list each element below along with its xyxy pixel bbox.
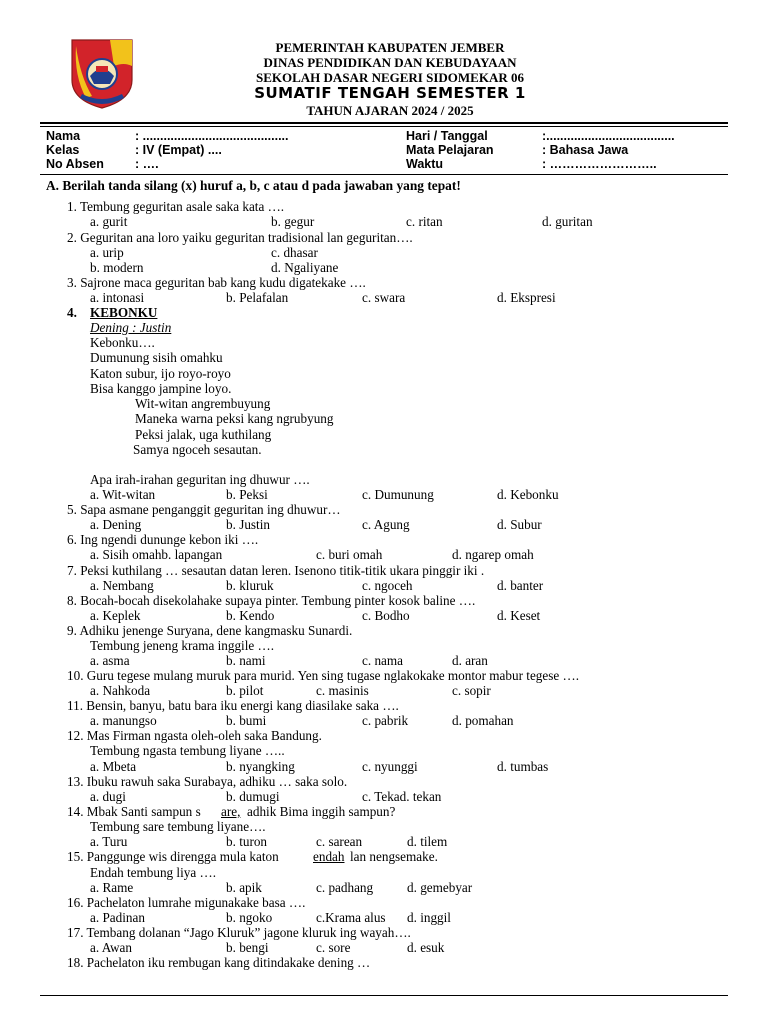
question-text: 4. xyxy=(67,305,77,320)
question-text: adhik Bima inggih sampun? xyxy=(247,804,396,819)
answer-option[interactable]: c. dhasar xyxy=(271,245,318,260)
answer-option[interactable]: c. Bodho xyxy=(362,608,410,623)
answer-option[interactable]: c. Agung xyxy=(362,517,410,532)
answer-option[interactable]: a. Keplek xyxy=(90,608,141,623)
question-text: 9. Adhiku jenenge Suryana, dene kangmasku Sunardi. xyxy=(67,623,353,638)
question-text: lan nengsemake. xyxy=(350,849,438,864)
question-text: Dening : Justin xyxy=(90,320,172,335)
answer-option[interactable]: d. ngarep omah xyxy=(452,547,534,562)
answer-option[interactable]: d. Ngaliyane xyxy=(271,260,339,275)
answer-option[interactable]: c. padhang xyxy=(316,880,374,895)
answer-option[interactable]: b. Peksi xyxy=(226,487,268,502)
question-text: 3. Sajrone maca geguritan bab kang kudu digatekake …. xyxy=(67,275,366,290)
answer-option[interactable]: c. sore xyxy=(316,940,351,955)
answer-option[interactable]: a. manungso xyxy=(90,713,157,728)
footer-rule xyxy=(40,995,728,996)
answer-option[interactable]: a. Wit-witan xyxy=(90,487,156,502)
answer-option[interactable]: c. Dumunung xyxy=(362,487,434,502)
answer-option[interactable]: d. pomahan xyxy=(452,713,514,728)
answer-option[interactable]: b. kluruk xyxy=(226,578,274,593)
header-rule-top xyxy=(40,122,728,124)
question-text: endah xyxy=(313,849,345,864)
header-government: PEMERINTAH KABUPATEN JEMBER xyxy=(275,40,505,55)
question-text: 1. Tembung geguritan asale saka kata …. xyxy=(67,199,285,214)
section-a-instruction: A. Berilah tanda silang (x) huruf a, b, c atau d pada jawaban yang tepat! xyxy=(46,178,461,193)
answer-option[interactable]: d. aran xyxy=(452,653,488,668)
nama-field[interactable]: : .......................................... xyxy=(135,129,289,143)
answer-option[interactable]: c. masinis xyxy=(316,683,369,698)
answer-option[interactable]: a. intonasi xyxy=(90,290,145,305)
question-text: Bisa kanggo jampine loyo. xyxy=(90,381,232,396)
question-text: 17. Tembang dolanan “Jago Kluruk” jagone kluruk ing wayah…. xyxy=(67,925,411,940)
question-text: Tembung ngasta tembung liyane ….. xyxy=(90,743,285,758)
question-text: Tembung jeneng krama inggile …. xyxy=(90,638,275,653)
answer-option[interactable]: a. Nahkoda xyxy=(90,683,151,698)
answer-option[interactable]: d. tumbas xyxy=(497,759,549,774)
answer-option[interactable]: b. modern xyxy=(90,260,144,275)
answer-option[interactable]: c.Krama alus xyxy=(316,910,386,925)
question-text: Dumunung sisih omahku xyxy=(90,350,223,365)
jember-emblem-icon xyxy=(66,36,138,110)
question-text: 18. Pachelaton iku rembugan kang ditindakake dening … xyxy=(67,955,371,970)
hari-field[interactable]: :..................................... xyxy=(542,129,675,143)
answer-option[interactable]: c. swara xyxy=(362,290,406,305)
answer-option[interactable]: a. urip xyxy=(90,245,124,260)
question-text: are, xyxy=(221,804,241,819)
answer-option[interactable]: c. ritan xyxy=(406,214,443,229)
answer-option[interactable]: c. ngoceh xyxy=(362,578,413,593)
answer-option[interactable]: b. bumi xyxy=(226,713,267,728)
header-rule-thin xyxy=(40,126,728,127)
question-text: Tembung sare tembung liyane…. xyxy=(90,819,266,834)
answer-option[interactable]: c. buri omah xyxy=(316,547,383,562)
answer-option[interactable]: a. dugi xyxy=(90,789,126,804)
answer-option[interactable]: b. Kendo xyxy=(226,608,275,623)
mapel-label: Mata Pelajaran xyxy=(406,143,494,157)
answer-option[interactable]: b. ngoko xyxy=(226,910,273,925)
question-text: Endah tembung liya …. xyxy=(90,865,216,880)
answer-option[interactable]: b. Justin xyxy=(226,517,270,532)
kelas-field[interactable]: : IV (Empat) .... xyxy=(135,143,222,157)
question-text: Peksi jalak, uga kuthilang xyxy=(135,427,272,442)
answer-option[interactable]: a. Padinan xyxy=(90,910,145,925)
header-school: SEKOLAH DASAR NEGERI SIDOMEKAR 06 xyxy=(256,70,524,85)
answer-option[interactable]: b. nami xyxy=(226,653,266,668)
answer-option[interactable]: a. Dening xyxy=(90,517,142,532)
question-text: 7. Peksi kuthilang … sesautan datan leren. Isenono titik-titik ukara pinggir iki . xyxy=(67,563,485,578)
answer-option[interactable]: b. bengi xyxy=(226,940,269,955)
question-text: 14. Mbak Santi sampun s xyxy=(67,804,201,819)
answer-option[interactable]: c. sopir xyxy=(452,683,491,698)
answer-option[interactable]: d. Subur xyxy=(497,517,542,532)
answer-option[interactable]: c. pabrik xyxy=(362,713,409,728)
answer-option[interactable]: d. esuk xyxy=(407,940,445,955)
question-text: 12. Mas Firman ngasta oleh-oleh saka Bandung. xyxy=(67,728,322,743)
answer-option[interactable]: d. guritan xyxy=(542,214,593,229)
nama-label: Nama xyxy=(46,129,81,143)
answer-option[interactable]: b. dumugi xyxy=(226,789,280,804)
answer-option[interactable]: d. banter xyxy=(497,578,544,593)
answer-option[interactable]: c. sarean xyxy=(316,834,363,849)
question-text: 13. Ibuku rawuh saka Surabaya, adhiku … saka solo. xyxy=(67,774,348,789)
question-text: 10. Guru tegese mulang muruk para murid. Yen sing tugase nglakokake montor mabur tegese …. xyxy=(67,668,580,683)
answer-option[interactable]: a. Nembang xyxy=(90,578,154,593)
question-text: Samya ngoceh sesautan. xyxy=(133,442,262,457)
answer-option[interactable]: d. inggil xyxy=(407,910,451,925)
question-text: 11. Bensin, banyu, batu bara iku energi kang diasilake saka …. xyxy=(67,698,399,713)
answer-option[interactable]: a. Rame xyxy=(90,880,134,895)
question-text: 5. Sapa asmane penganggit geguritan ing dhuwur… xyxy=(67,502,341,517)
question-text: 15. Panggunge wis direngga mula katon xyxy=(67,849,279,864)
answer-option[interactable]: d. Kebonku xyxy=(497,487,559,502)
waktu-field[interactable]: : …………………….. xyxy=(542,157,657,171)
identity-rule xyxy=(40,174,728,175)
kelas-label: Kelas xyxy=(46,143,80,157)
question-text: 16. Pachelaton lumrahe migunakake basa …. xyxy=(67,895,306,910)
answer-option[interactable]: b. Pelafalan xyxy=(226,290,289,305)
answer-option[interactable]: d. Ekspresi xyxy=(497,290,556,305)
answer-option[interactable]: a. Sisih omahb. lapangan xyxy=(90,547,223,562)
question-text: Kebonku…. xyxy=(90,335,155,350)
question-text: Katon subur, ijo royo-royo xyxy=(90,366,231,381)
absen-field[interactable]: : …. xyxy=(135,157,159,171)
question-text: KEBONKU xyxy=(90,305,158,320)
header-department: DINAS PENDIDIKAN DAN KEBUDAYAAN xyxy=(263,55,517,70)
exam-title: SUMATIF TENGAH SEMESTER 1 xyxy=(254,84,526,102)
question-text: Maneka warna peksi kang ngrubyung xyxy=(135,411,334,426)
answer-option[interactable]: c. nyunggi xyxy=(362,759,418,774)
answer-option[interactable]: d. Keset xyxy=(497,608,541,623)
answer-option[interactable]: c. nama xyxy=(362,653,404,668)
answer-option[interactable]: a. Awan xyxy=(90,940,133,955)
answer-option[interactable]: a. asma xyxy=(90,653,130,668)
absen-label: No Absen xyxy=(46,157,104,171)
answer-option[interactable]: b. turon xyxy=(226,834,268,849)
question-text: 6. Ing ngendi dunungе kebon iki …. xyxy=(67,532,259,547)
mapel-field[interactable]: : Bahasa Jawa xyxy=(542,143,629,157)
question-text: 2. Geguritan ana loro yaiku geguritan tradisional lan geguritan…. xyxy=(67,230,413,245)
answer-option[interactable]: b. gegur xyxy=(271,214,315,229)
answer-option[interactable]: a. Mbeta xyxy=(90,759,137,774)
answer-option[interactable]: d. tilem xyxy=(407,834,448,849)
school-year: TAHUN AJARAN 2024 / 2025 xyxy=(306,103,474,118)
answer-option[interactable]: b. apik xyxy=(226,880,262,895)
question-text: Apa irah-irahan geguritan ing dhuwur …. xyxy=(90,472,310,487)
hari-label: Hari / Tanggal xyxy=(406,129,488,143)
answer-option[interactable]: a. Turu xyxy=(90,834,128,849)
question-text: 8. Bocah-bocah disekolahake supaya pinter. Tembung pinter kosok baline …. xyxy=(67,593,476,608)
question-text: Wit-witan angrembuyung xyxy=(135,396,271,411)
waktu-label: Waktu xyxy=(406,157,444,171)
answer-option[interactable]: b. nyangking xyxy=(226,759,295,774)
answer-option[interactable]: d. gemebyar xyxy=(407,880,473,895)
answer-option[interactable]: c. Tekad. tekan xyxy=(362,789,442,804)
answer-option[interactable]: b. pilot xyxy=(226,683,264,698)
answer-option[interactable]: a. gurit xyxy=(90,214,128,229)
